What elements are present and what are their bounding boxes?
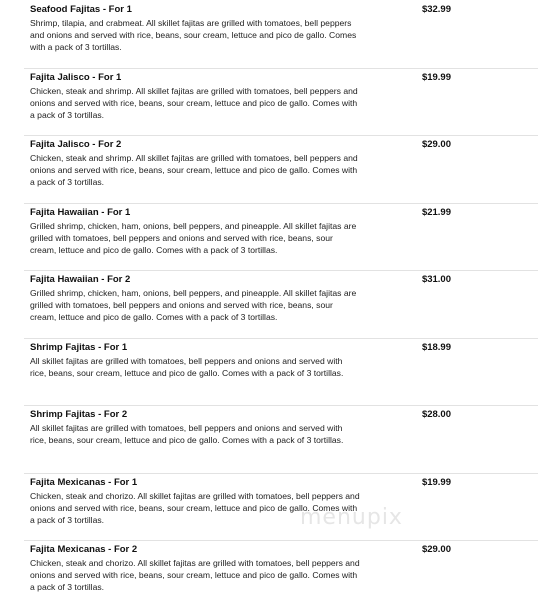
item-price: $31.00 xyxy=(421,274,451,285)
item-name: Fajita Jalisco - For 1 xyxy=(30,71,122,83)
item-description: All skillet fajitas are grilled with tomatoes, bell peppers and onions and served with rice, beans, sour cream, lettuce and pico de gallo. Comes with a pack of 3 tortillas. xyxy=(30,355,344,378)
divider xyxy=(24,203,538,204)
item-name: Fajita Mexicanas - For 2 xyxy=(30,544,138,555)
item-description: Chicken, steak and chorizo. All skillet fajitas are grilled with tomatoes, bell peppers and onions and served with rice, beans, sour cream, lettuce and pico de gallo. Comes with a pack of 3 tortillas. xyxy=(30,490,360,525)
item-description: Chicken, steak and shrimp. All skillet fajitas are grilled with tomatoes, bell peppers and onions and served with rice, beans, sour cream, lettuce and pico de gallo. Comes with a pack of 3 tortillas. xyxy=(30,153,358,187)
item-price: $29.00 xyxy=(421,139,451,150)
item-name: Seafood Fajitas - For 1 xyxy=(30,4,132,15)
menu-item xyxy=(0,338,538,406)
item-name: Fajita Hawaiian - For 2 xyxy=(30,274,131,285)
divider xyxy=(24,540,538,541)
item-price: $29.00 xyxy=(421,544,451,555)
menu-item xyxy=(0,405,538,473)
item-description: All skillet fajitas are grilled with tomatoes, bell peppers and onions and served with rice, beans, sour cream, lettuce and pico de gallo. Comes with a pack of 3 tortillas. xyxy=(30,423,344,445)
item-description: Shrimp, tilapia, and crabmeat. All skillet fajitas are grilled with tomatoes, bell peppers and onions and served with rice, beans, sour cream, lettuce and pico de gallo. Comes with a pack of 3 tortillas. xyxy=(30,18,357,52)
menu-item xyxy=(0,203,538,271)
item-name: Fajita Jalisco - For 2 xyxy=(30,139,122,150)
item-price: $28.00 xyxy=(421,409,451,420)
menu-item xyxy=(0,68,538,136)
item-price: $18.99 xyxy=(421,341,451,353)
item-name: Fajita Hawaiian - For 1 xyxy=(30,206,131,218)
item-price: $32.99 xyxy=(421,4,451,15)
item-description: Grilled shrimp, chicken, ham, onions, bell peppers, and pineapple. All skillet fajitas are grilled with tomatoes, bell peppers and onions and served with rice, beans, sour cream, lettuce and pico de gallo. Comes with a pack of 3 tortillas. xyxy=(30,288,357,322)
watermark-logo: menupix xyxy=(300,505,403,530)
menu-item xyxy=(0,473,538,541)
menu-item xyxy=(0,0,538,68)
divider xyxy=(24,338,538,339)
divider xyxy=(24,68,538,69)
menu-item xyxy=(0,540,538,608)
item-name: Shrimp Fajitas - For 1 xyxy=(30,341,128,353)
menu-item xyxy=(0,270,538,338)
item-description: Grilled shrimp, chicken, ham, onions, bell peppers, and pineapple. All skillet fajitas are grilled with tomatoes, bell peppers and onions and served with rice, beans, sour cream, lettuce and pico de gallo. Comes with a pack of 3 tortillas. xyxy=(30,220,357,255)
menu-item xyxy=(0,135,538,203)
divider xyxy=(24,473,538,474)
item-price: $19.99 xyxy=(421,476,451,488)
divider xyxy=(24,405,538,406)
item-description: Chicken, steak and chorizo. All skillet fajitas are grilled with tomatoes, bell peppers and onions and served with rice, beans, sour cream, lettuce and pico de gallo. Comes with a pack of 3 tortillas. xyxy=(30,558,360,592)
item-price: $21.99 xyxy=(421,206,451,218)
item-name: Fajita Mexicanas - For 1 xyxy=(30,476,138,488)
item-price: $19.99 xyxy=(421,71,451,83)
divider xyxy=(24,135,538,136)
item-name: Shrimp Fajitas - For 2 xyxy=(30,409,128,420)
item-description: Chicken, steak and shrimp. All skillet fajitas are grilled with tomatoes, bell peppers and onions and served with rice, beans, sour cream, lettuce and pico de gallo. Comes with a pack of 3 tortillas. xyxy=(30,85,358,120)
divider xyxy=(24,270,538,271)
